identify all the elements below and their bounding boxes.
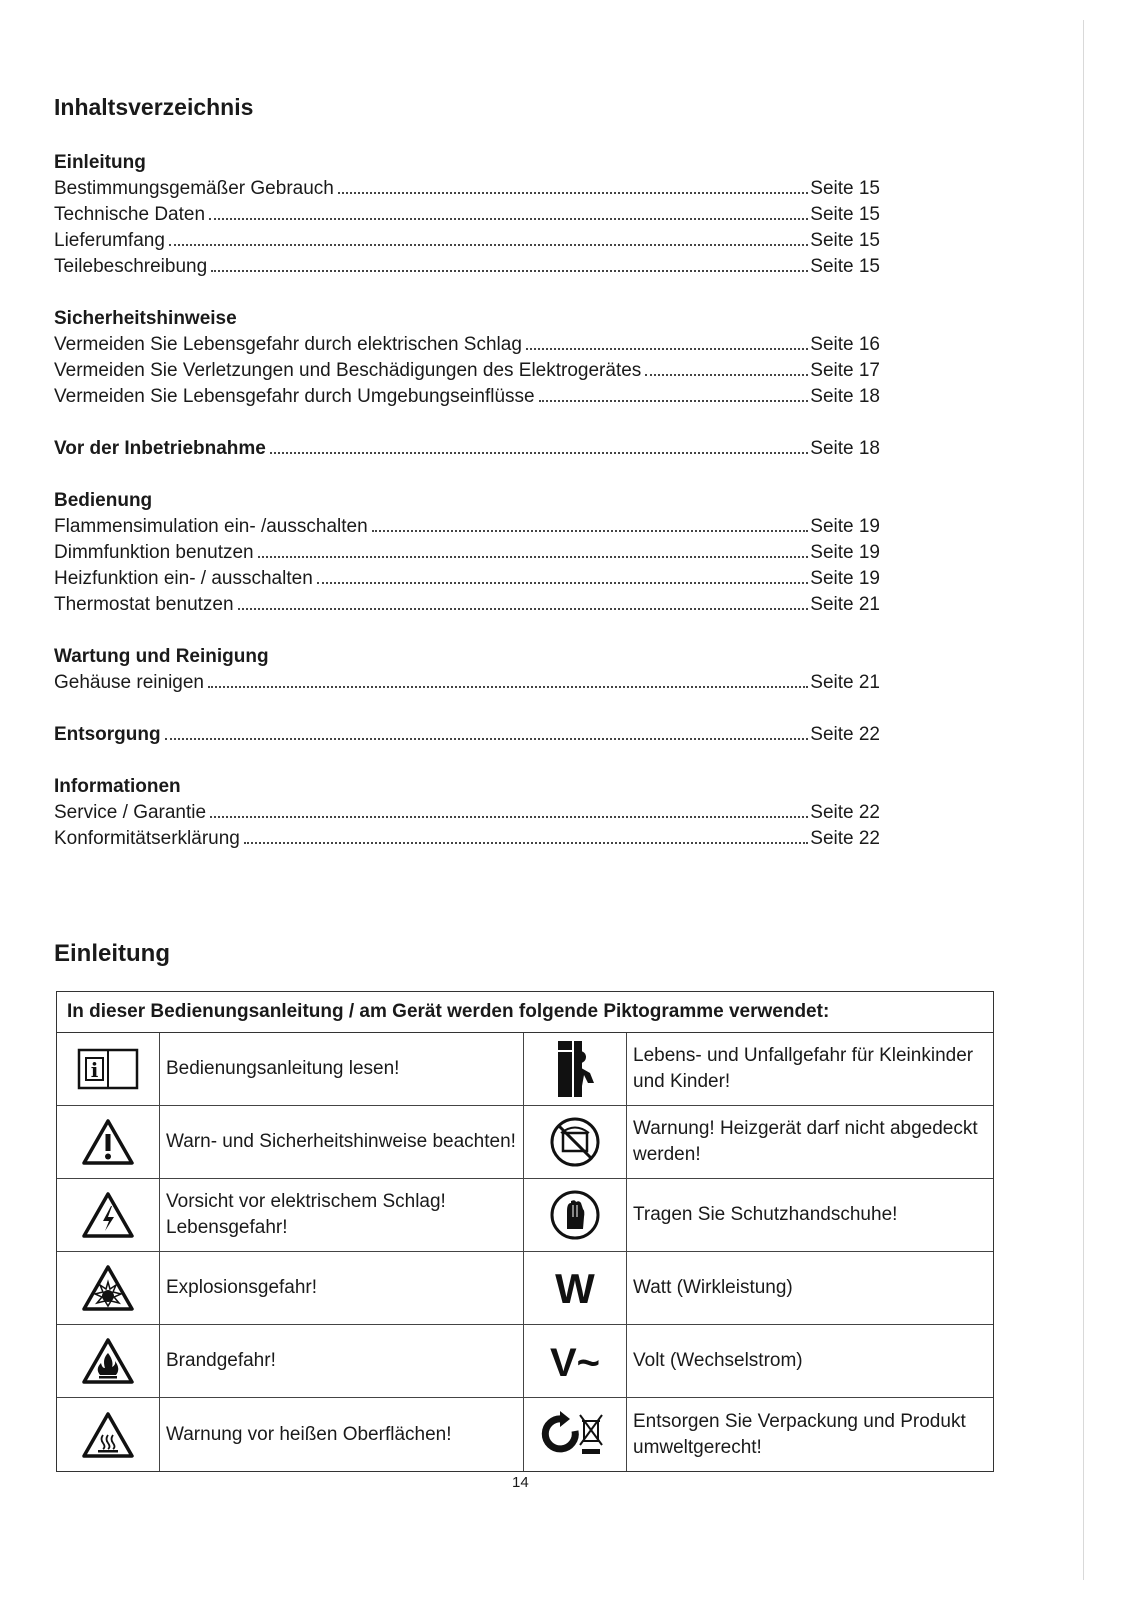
toc-title: Inhaltsverzeichnis [54, 94, 254, 120]
toc-entry-text: Vermeiden Sie Lebensgefahr durch Umgebungseinflüsse [54, 386, 535, 407]
toc-entry-text: Dimmfunktion benutzen [54, 542, 254, 563]
pictogram-table [56, 991, 994, 1472]
toc-entry[interactable] [54, 722, 880, 748]
toc-entry[interactable] [54, 176, 880, 202]
toc-page-ref: Seite 17 [810, 360, 880, 381]
watt-glyph: W [555, 1265, 595, 1312]
toc-entry[interactable] [54, 358, 880, 384]
pictogram-description: Lebens- und Unfallgefahr für Kleinkinder und Kinder! [633, 1045, 974, 1092]
dot-leader [208, 686, 808, 688]
dot-leader [238, 608, 809, 610]
dot-leader [211, 270, 808, 272]
pictogram-description: Entsorgen Sie Verpackung und Produkt umweltgerecht! [633, 1410, 966, 1458]
dot-leader [165, 738, 809, 740]
toc-page-ref: Seite 15 [810, 230, 880, 251]
svg-text:i: i [90, 1058, 99, 1082]
dot-leader [372, 530, 809, 532]
toc-entry-text: Vermeiden Sie Lebensgefahr durch elektrischen Schlag [54, 334, 522, 355]
toc-entry[interactable] [54, 254, 880, 280]
toc-entry[interactable] [54, 384, 880, 410]
toc-entry-text: Lieferumfang [54, 230, 165, 251]
toc-entry-text: Vor der Inbetriebnahme [54, 438, 266, 459]
toc-entry[interactable] [54, 332, 880, 358]
dot-leader [338, 192, 808, 194]
manual-book-icon [57, 1033, 160, 1105]
dot-leader [539, 400, 809, 402]
fire-hazard-icon [57, 1325, 160, 1397]
pictogram-description: Vorsicht vor elektrischem Schlag! Lebensgefahr! [160, 1179, 524, 1251]
gloves-icon [524, 1179, 627, 1251]
toc-page-ref: Seite 18 [810, 386, 880, 407]
pictogram-row [57, 1398, 993, 1471]
pictogram-description: Warn- und Sicherheitshinweise beachten! [160, 1106, 524, 1178]
intro-title: Einleitung [54, 940, 170, 967]
electric-shock-icon [57, 1179, 160, 1251]
toc-section-entsorgung [54, 722, 880, 748]
toc-page-ref: Seite 15 [810, 178, 880, 199]
toc-section-sicherheitshinweise [54, 306, 880, 410]
dot-leader [169, 244, 808, 246]
toc-page-ref: Seite 21 [810, 672, 880, 693]
pictogram-description: Explosionsgefahr! [160, 1252, 524, 1324]
volt-glyph: V~ [549, 1341, 601, 1385]
toc-entry-text: Vermeiden Sie Verletzungen und Beschädigungen des Elektrogerätes [54, 360, 642, 381]
toc-entry[interactable] [54, 514, 880, 540]
toc-page-ref: Seite 22 [810, 724, 880, 745]
dot-leader [209, 218, 808, 220]
toc-page-ref: Seite 19 [810, 542, 880, 563]
pictogram-description: Bedienungsanleitung lesen! [160, 1033, 524, 1105]
dot-leader [270, 452, 808, 454]
toc-entry[interactable] [54, 228, 880, 254]
toc-entry[interactable] [54, 826, 880, 852]
page-number: 14 [512, 1474, 529, 1491]
pictogram-row [57, 1179, 993, 1252]
volt-ac-icon [524, 1325, 627, 1397]
toc-entry-text: Konformitätserklärung [54, 828, 240, 849]
dot-leader [317, 582, 809, 584]
toc-entry-text: Thermostat benutzen [54, 594, 234, 615]
toc-page-ref: Seite 18 [810, 438, 880, 459]
toc-section-heading: Einleitung [54, 152, 146, 173]
toc-section-heading: Informationen [54, 776, 181, 797]
toc-entry[interactable] [54, 670, 880, 696]
toc-page-ref: Seite 21 [810, 594, 880, 615]
toc-page-ref: Seite 15 [810, 256, 880, 277]
toc-section-heading: Bedienung [54, 490, 153, 511]
table-of-contents [54, 150, 880, 878]
dot-leader [210, 816, 808, 818]
toc-entry-text: Flammensimulation ein- /ausschalten [54, 516, 368, 537]
toc-entry-text: Service / Garantie [54, 802, 207, 823]
hot-surface-icon [57, 1398, 160, 1471]
dot-leader [526, 348, 808, 350]
pictogram-description: Warnung! Heizgerät darf nicht abgedeckt werden! [633, 1118, 978, 1165]
toc-entry-text: Gehäuse reinigen [54, 672, 204, 693]
pictogram-description: Warnung vor heißen Oberflächen! [160, 1398, 524, 1471]
toc-section-heading: Wartung und Reinigung [54, 646, 269, 667]
toc-entry-text: Teilebeschreibung [54, 256, 208, 277]
toc-page-ref: Seite 16 [810, 334, 880, 355]
pictogram-row [57, 1106, 993, 1179]
toc-section-vor-der-inbetriebnahme [54, 436, 880, 462]
pictogram-row [57, 1325, 993, 1398]
page-edge-line [1083, 20, 1084, 1580]
toc-page-ref: Seite 22 [810, 828, 880, 849]
toc-entry-text: Heizfunktion ein- / ausschalten [54, 568, 313, 589]
toc-page-ref: Seite 19 [810, 516, 880, 537]
toc-entry-text: Bestimmungsgemäßer Gebrauch [54, 178, 334, 199]
recycling-icon [524, 1398, 627, 1471]
pictogram-row [57, 1033, 993, 1106]
pictogram-table-header: In dieser Bedienungsanleitung / am Gerät werden folgende Piktogramme verwendet: [57, 992, 993, 1033]
toc-section-informationen [54, 774, 880, 852]
toc-section-bedienung [54, 488, 880, 618]
toc-entry[interactable] [54, 540, 880, 566]
toc-entry-text: Technische Daten [54, 204, 206, 225]
pictogram-description: Brandgefahr! [160, 1325, 524, 1397]
toc-entry[interactable] [54, 592, 880, 618]
dot-leader [258, 556, 809, 558]
toc-entry[interactable] [54, 436, 880, 462]
toc-entry[interactable] [54, 566, 880, 592]
pictogram-description: Tragen Sie Schutzhandschuhe! [633, 1204, 898, 1225]
toc-page-ref: Seite 22 [810, 802, 880, 823]
toc-entry[interactable] [54, 202, 880, 228]
toc-section-wartung [54, 644, 880, 696]
warning-exclamation-icon [57, 1106, 160, 1178]
toc-page-ref: Seite 15 [810, 204, 880, 225]
pictogram-description: Volt (Wechselstrom) [633, 1350, 803, 1371]
toc-entry[interactable] [54, 800, 880, 826]
toc-entry-text: Entsorgung [54, 724, 161, 745]
dot-leader [244, 842, 808, 844]
watt-icon [524, 1252, 627, 1324]
pictogram-row [57, 1252, 993, 1325]
toc-page-ref: Seite 19 [810, 568, 880, 589]
toc-section-heading: Sicherheitshinweise [54, 308, 237, 329]
do-not-cover-icon [524, 1106, 627, 1178]
explosion-icon [57, 1252, 160, 1324]
toc-section-einleitung [54, 150, 880, 280]
dot-leader [645, 374, 808, 376]
child-danger-icon [524, 1033, 627, 1105]
pictogram-description: Watt (Wirkleistung) [633, 1277, 793, 1298]
